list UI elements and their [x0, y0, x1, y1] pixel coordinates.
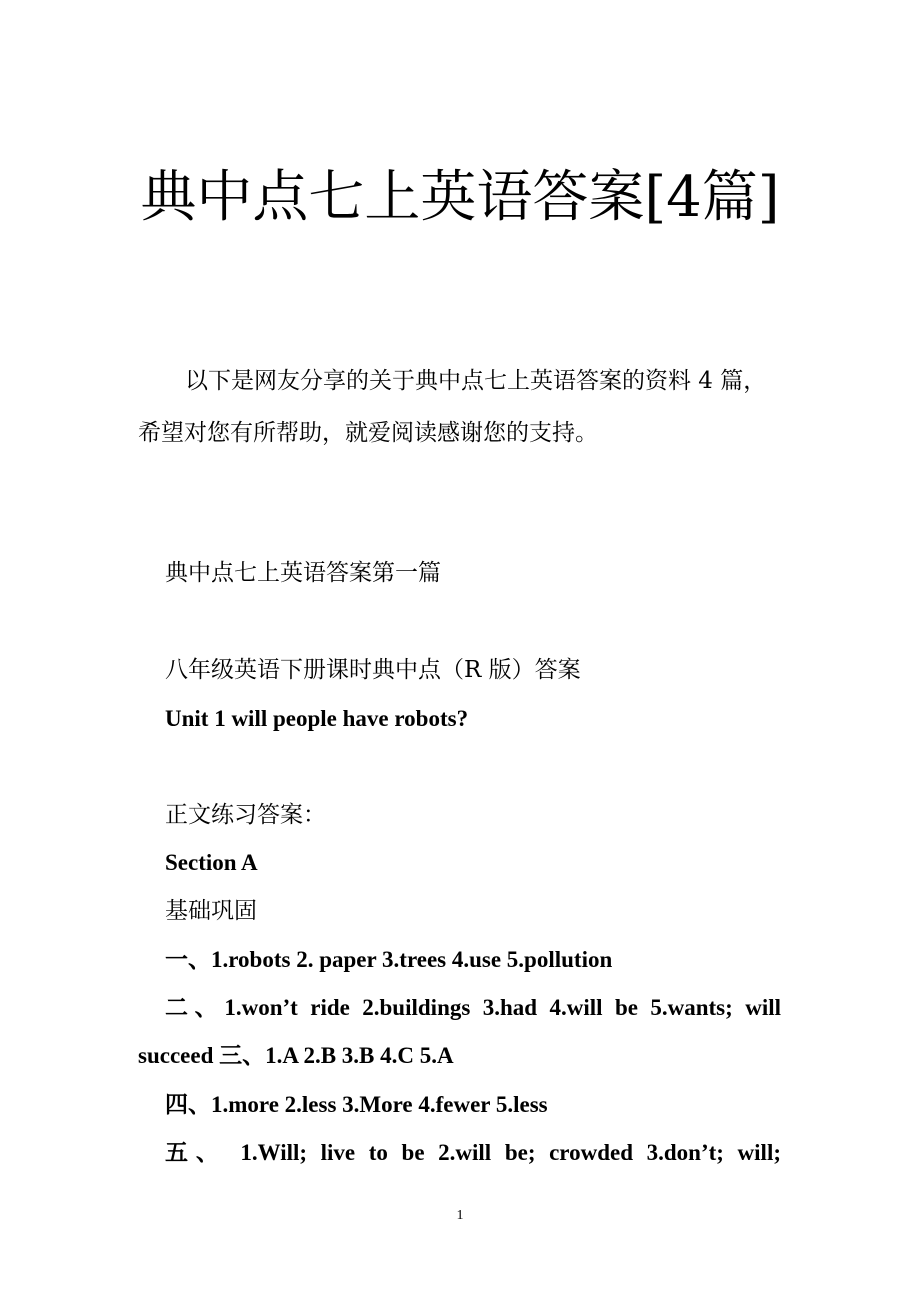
answer-line-2: 二、1.won’t ride 2.buildings 3.had 4.will be 5.wants; will [165, 995, 781, 1020]
intro-line-1: 以下是网友分享的关于典中点七上英语答案的资料 4 篇， [185, 368, 767, 394]
answer-line-1: 一、1.robots 2. paper 3.trees 4.use 5.pollution [165, 947, 613, 972]
basics-label: 基础巩固 [165, 898, 257, 924]
answer-line-5: 五、 1.Will; live to be 2.will be; crowded 3.don’t; will; [165, 1140, 781, 1165]
page-number: 1 [456, 1208, 464, 1223]
section-heading: 典中点七上英语答案第一篇 [165, 560, 441, 586]
unit-title: Unit 1 will people have robots? [165, 706, 469, 731]
section-a-heading: Section A [165, 850, 258, 875]
book-title: 八年级英语下册课时典中点（R 版）答案 [165, 657, 581, 683]
answers-label: 正文练习答案： [165, 802, 326, 828]
answer-line-3: succeed 三、1.A 2.B 3.B 4.C 5.A [138, 1043, 454, 1068]
document-title: 典中点七上英语答案[4篇] [140, 165, 780, 230]
answer-line-4: 四、1.more 2.less 3.More 4.fewer 5.less [165, 1092, 548, 1117]
intro-line-2: 希望对您有所帮助，就爱阅读感谢您的支持。 [138, 420, 598, 446]
